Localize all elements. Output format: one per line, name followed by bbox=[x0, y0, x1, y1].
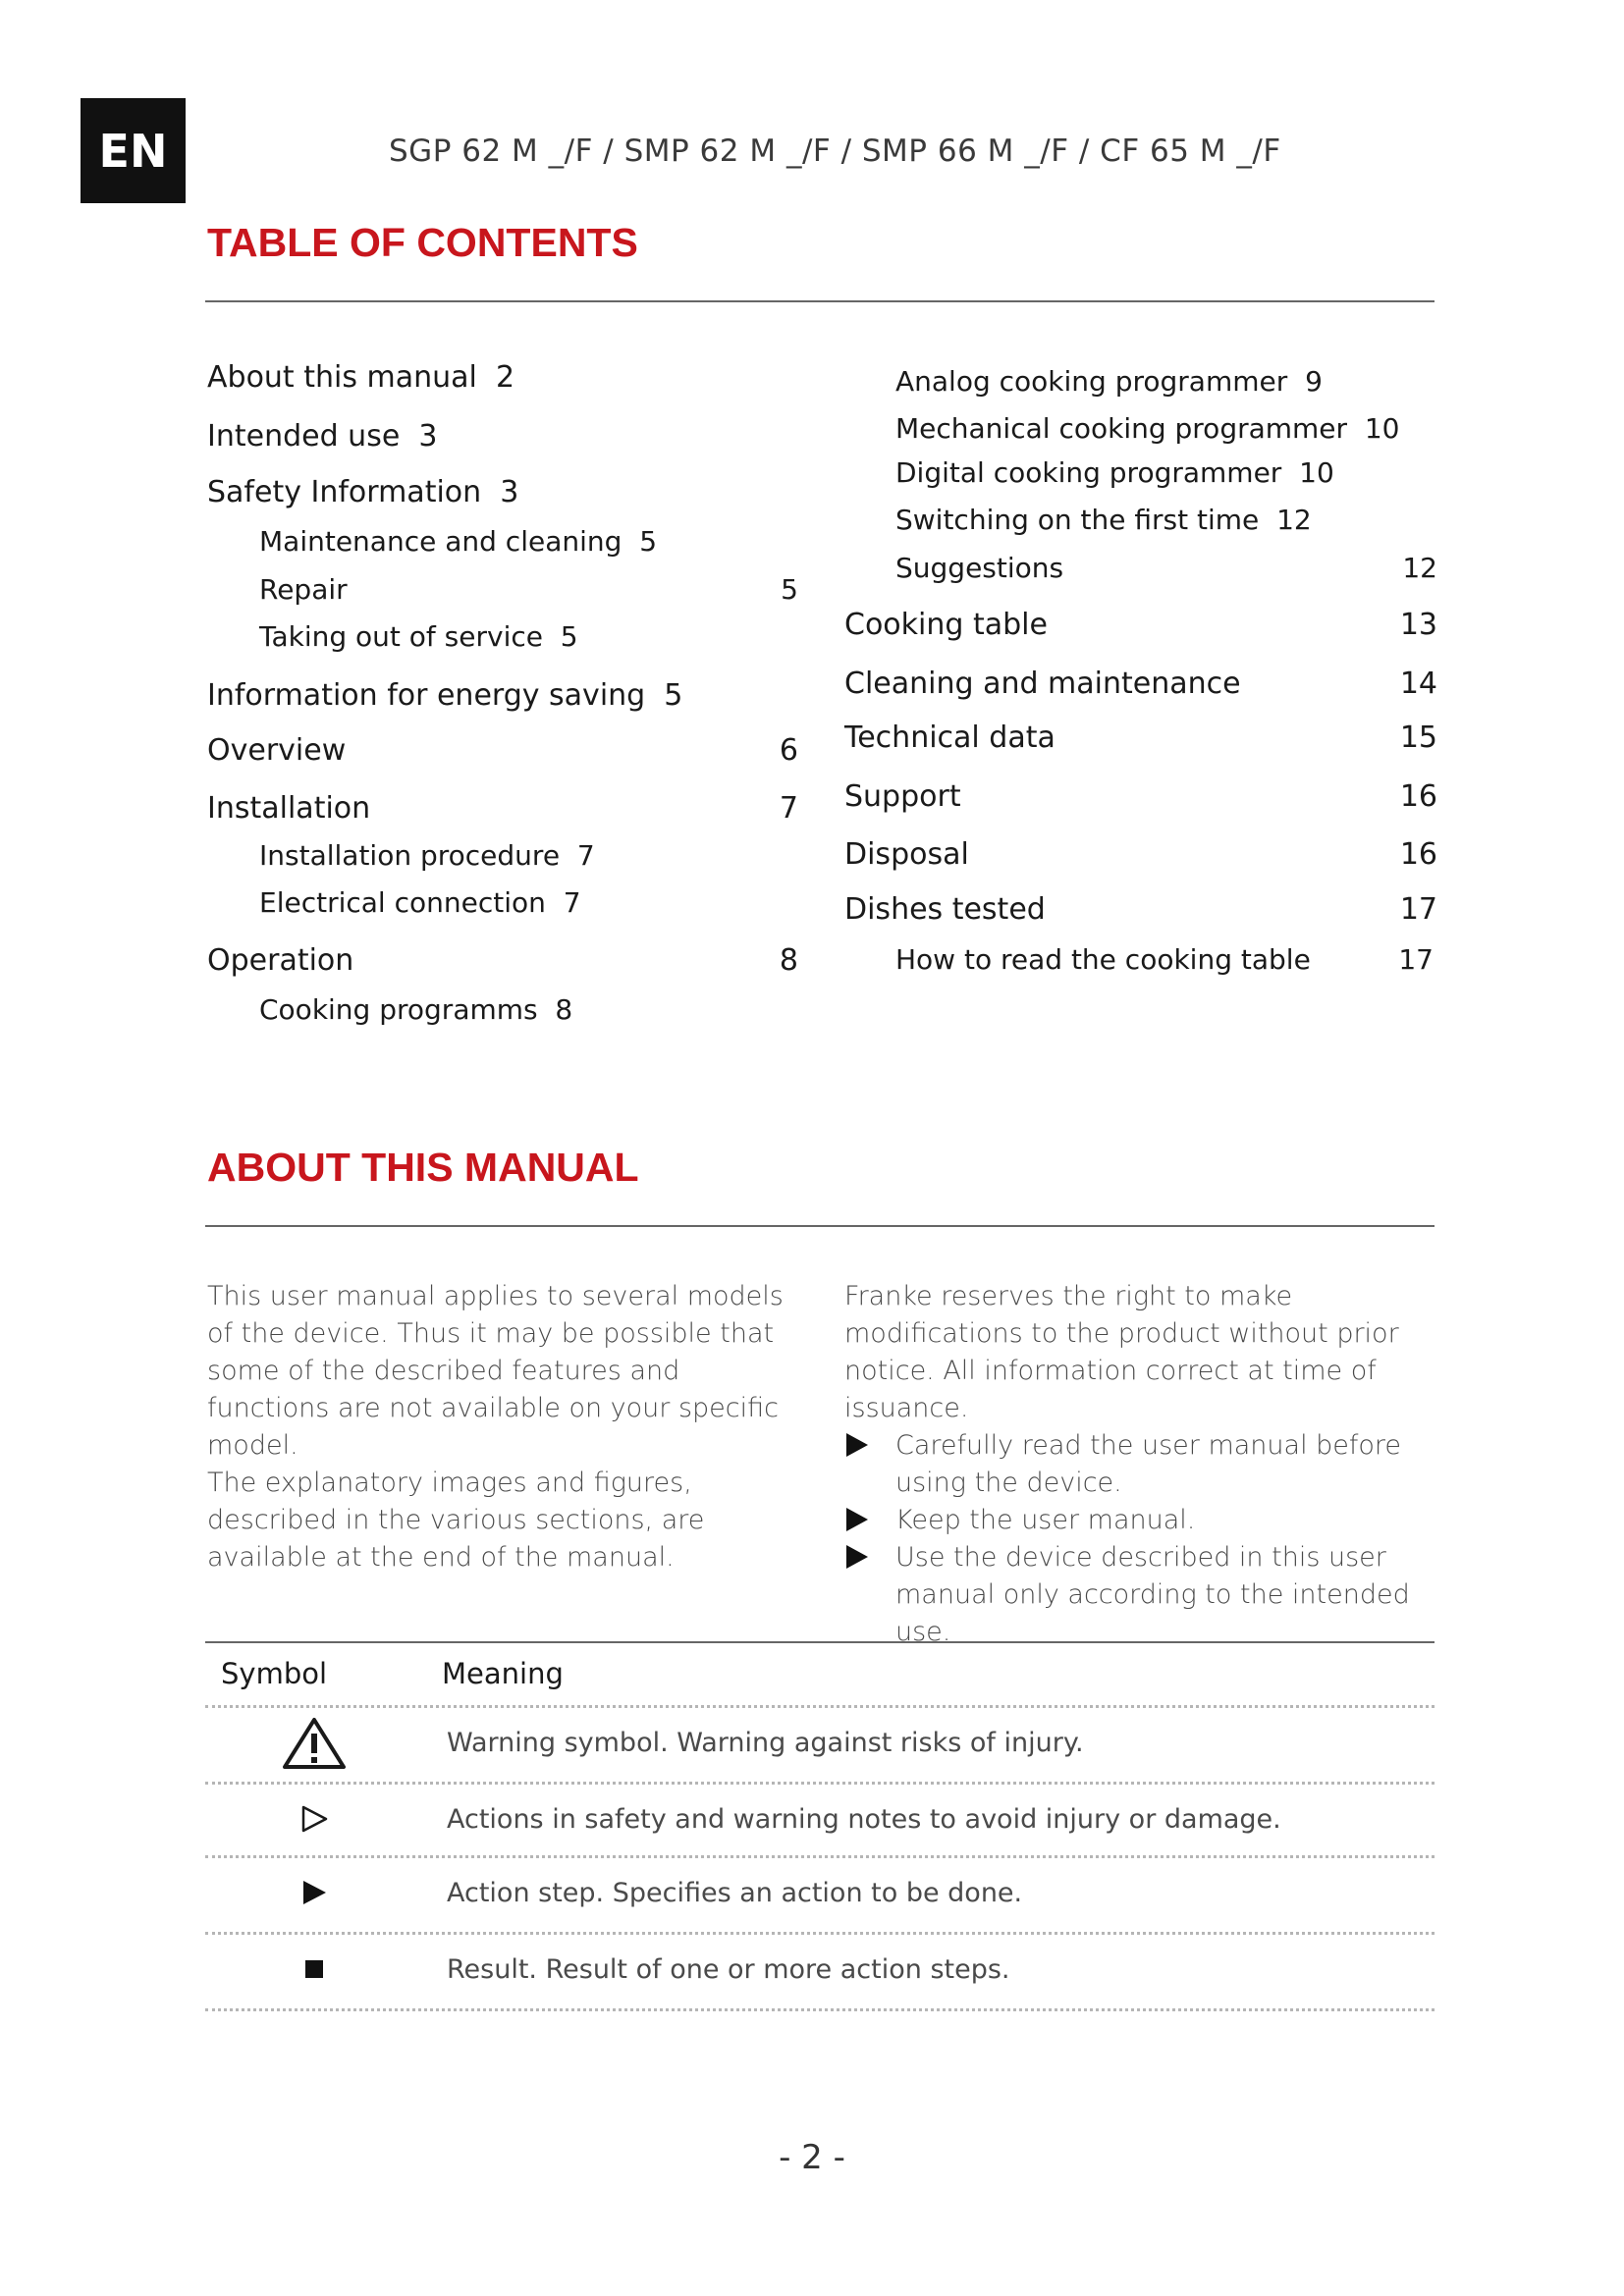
outline-triangle-icon bbox=[265, 1794, 363, 1843]
model-list: SGP 62 M _/F / SMP 62 M _/F / SMP 66 M _/F / CF 65 M _/F bbox=[389, 133, 1281, 169]
toc-item-taking-out-of-service[interactable]: Taking out of service 5 bbox=[259, 620, 578, 653]
toc-item-overview[interactable]: Overview bbox=[207, 733, 347, 768]
toc-page-dishes-tested: 17 bbox=[1399, 892, 1437, 927]
toc-page-disposal: 16 bbox=[1399, 837, 1437, 872]
toc-item-operation[interactable]: Operation bbox=[207, 943, 354, 978]
list-item: Keep the user manual. bbox=[844, 1502, 1434, 1539]
toc-page-overview: 6 bbox=[779, 733, 798, 768]
table-separator bbox=[205, 1705, 1435, 1708]
table-separator bbox=[205, 1782, 1435, 1785]
toc-item-installation[interactable]: Installation bbox=[207, 791, 371, 826]
toc-item-energy-saving[interactable]: Information for energy saving 5 bbox=[207, 678, 683, 713]
list-item: Carefully read the user manual before using the device. bbox=[844, 1427, 1434, 1502]
toc-item-about-this-manual[interactable]: About this manual 2 bbox=[207, 360, 515, 395]
toc-item-safety-information[interactable]: Safety Information 3 bbox=[207, 475, 519, 509]
toc-item-intended-use[interactable]: Intended use 3 bbox=[207, 419, 438, 454]
about-divider bbox=[205, 1225, 1435, 1227]
symbol-meaning: Actions in safety and warning notes to avoid injury or damage. bbox=[447, 1804, 1281, 1835]
page-number: - 2 - bbox=[779, 2138, 845, 2177]
toc-page-technical-data: 15 bbox=[1399, 721, 1437, 755]
toc-page-operation: 8 bbox=[779, 943, 798, 978]
toc-item-installation-procedure[interactable]: Installation procedure 7 bbox=[259, 839, 595, 872]
table-header-meaning: Meaning bbox=[442, 1657, 564, 1690]
toc-item-electrical-connection[interactable]: Electrical connection 7 bbox=[259, 886, 581, 919]
about-paragraph: This user manual applies to several models of the device. Thus it may be possible that some of the described features and functions are not available on your specific model. bbox=[207, 1281, 784, 1461]
toc-page-support: 16 bbox=[1399, 779, 1437, 814]
play-arrow-icon bbox=[846, 1508, 868, 1531]
toc-item-dishes-tested[interactable]: Dishes tested bbox=[844, 892, 1046, 927]
toc-item-cooking-table[interactable]: Cooking table bbox=[844, 608, 1048, 642]
table-top-rule bbox=[205, 1641, 1435, 1643]
about-notice: Franke reserves the right to make modifications to the product without prior notice. All information correct at time of issuance. bbox=[844, 1281, 1399, 1423]
table-separator bbox=[205, 2008, 1435, 2011]
symbol-meaning: Action step. Specifies an action to be done. bbox=[447, 1878, 1023, 1908]
toc-page-cooking-table: 13 bbox=[1399, 608, 1437, 642]
filled-triangle-icon bbox=[265, 1868, 363, 1917]
about-right-column bbox=[844, 1278, 1434, 1651]
toc-page-suggestions: 12 bbox=[1402, 552, 1437, 584]
table-separator bbox=[205, 1855, 1435, 1858]
symbol-meaning: Result. Result of one or more action steps. bbox=[447, 1954, 1010, 1985]
toc-item-analog-cooking-programmer[interactable]: Analog cooking programmer 9 bbox=[895, 365, 1323, 398]
toc-item-digital-cooking-programmer[interactable]: Digital cooking programmer 10 bbox=[895, 456, 1334, 489]
about-title: ABOUT THIS MANUAL bbox=[207, 1145, 639, 1190]
warning-triangle-icon bbox=[265, 1719, 363, 1768]
filled-square-icon bbox=[265, 1945, 363, 1994]
table-header-symbol: Symbol bbox=[221, 1657, 328, 1690]
toc-item-suggestions[interactable]: Suggestions bbox=[895, 552, 1064, 584]
toc-item-technical-data[interactable]: Technical data bbox=[844, 721, 1056, 755]
list-item: Use the device described in this user manual only according to the intended use. bbox=[844, 1539, 1434, 1651]
table-separator bbox=[205, 1932, 1435, 1935]
toc-item-switching-on-first-time[interactable]: Switching on the first time 12 bbox=[895, 504, 1312, 536]
toc-item-cooking-programms[interactable]: Cooking programms 8 bbox=[259, 993, 573, 1026]
about-left-column bbox=[207, 1278, 806, 1576]
toc-page-installation: 7 bbox=[779, 791, 798, 826]
toc-item-disposal[interactable]: Disposal bbox=[844, 837, 969, 872]
toc-item-repair[interactable]: Repair bbox=[259, 573, 348, 606]
toc-item-cleaning-and-maintenance[interactable]: Cleaning and maintenance bbox=[844, 667, 1241, 701]
toc-divider bbox=[205, 300, 1435, 302]
language-badge: EN bbox=[81, 98, 186, 203]
symbol-meaning: Warning symbol. Warning against risks of injury. bbox=[447, 1728, 1084, 1758]
toc-item-mechanical-cooking-programmer[interactable]: Mechanical cooking programmer 10 bbox=[895, 412, 1400, 445]
toc-item-how-to-read-cooking-table[interactable]: How to read the cooking table bbox=[895, 943, 1311, 976]
action-list bbox=[844, 1427, 1434, 1651]
toc-page-how-to-read-cooking-table: 17 bbox=[1398, 943, 1434, 976]
toc-title: TABLE OF CONTENTS bbox=[207, 220, 638, 265]
play-arrow-icon bbox=[846, 1433, 868, 1457]
toc-item-support[interactable]: Support bbox=[844, 779, 961, 814]
toc-page-cleaning-and-maintenance: 14 bbox=[1399, 667, 1437, 701]
play-arrow-icon bbox=[846, 1545, 868, 1569]
about-paragraph: The explanatory images and figures, described in the various sections, are available at the end of the manual. bbox=[207, 1468, 705, 1573]
toc-item-maintenance-and-cleaning[interactable]: Maintenance and cleaning 5 bbox=[259, 525, 658, 558]
toc-page-repair: 5 bbox=[781, 573, 798, 606]
